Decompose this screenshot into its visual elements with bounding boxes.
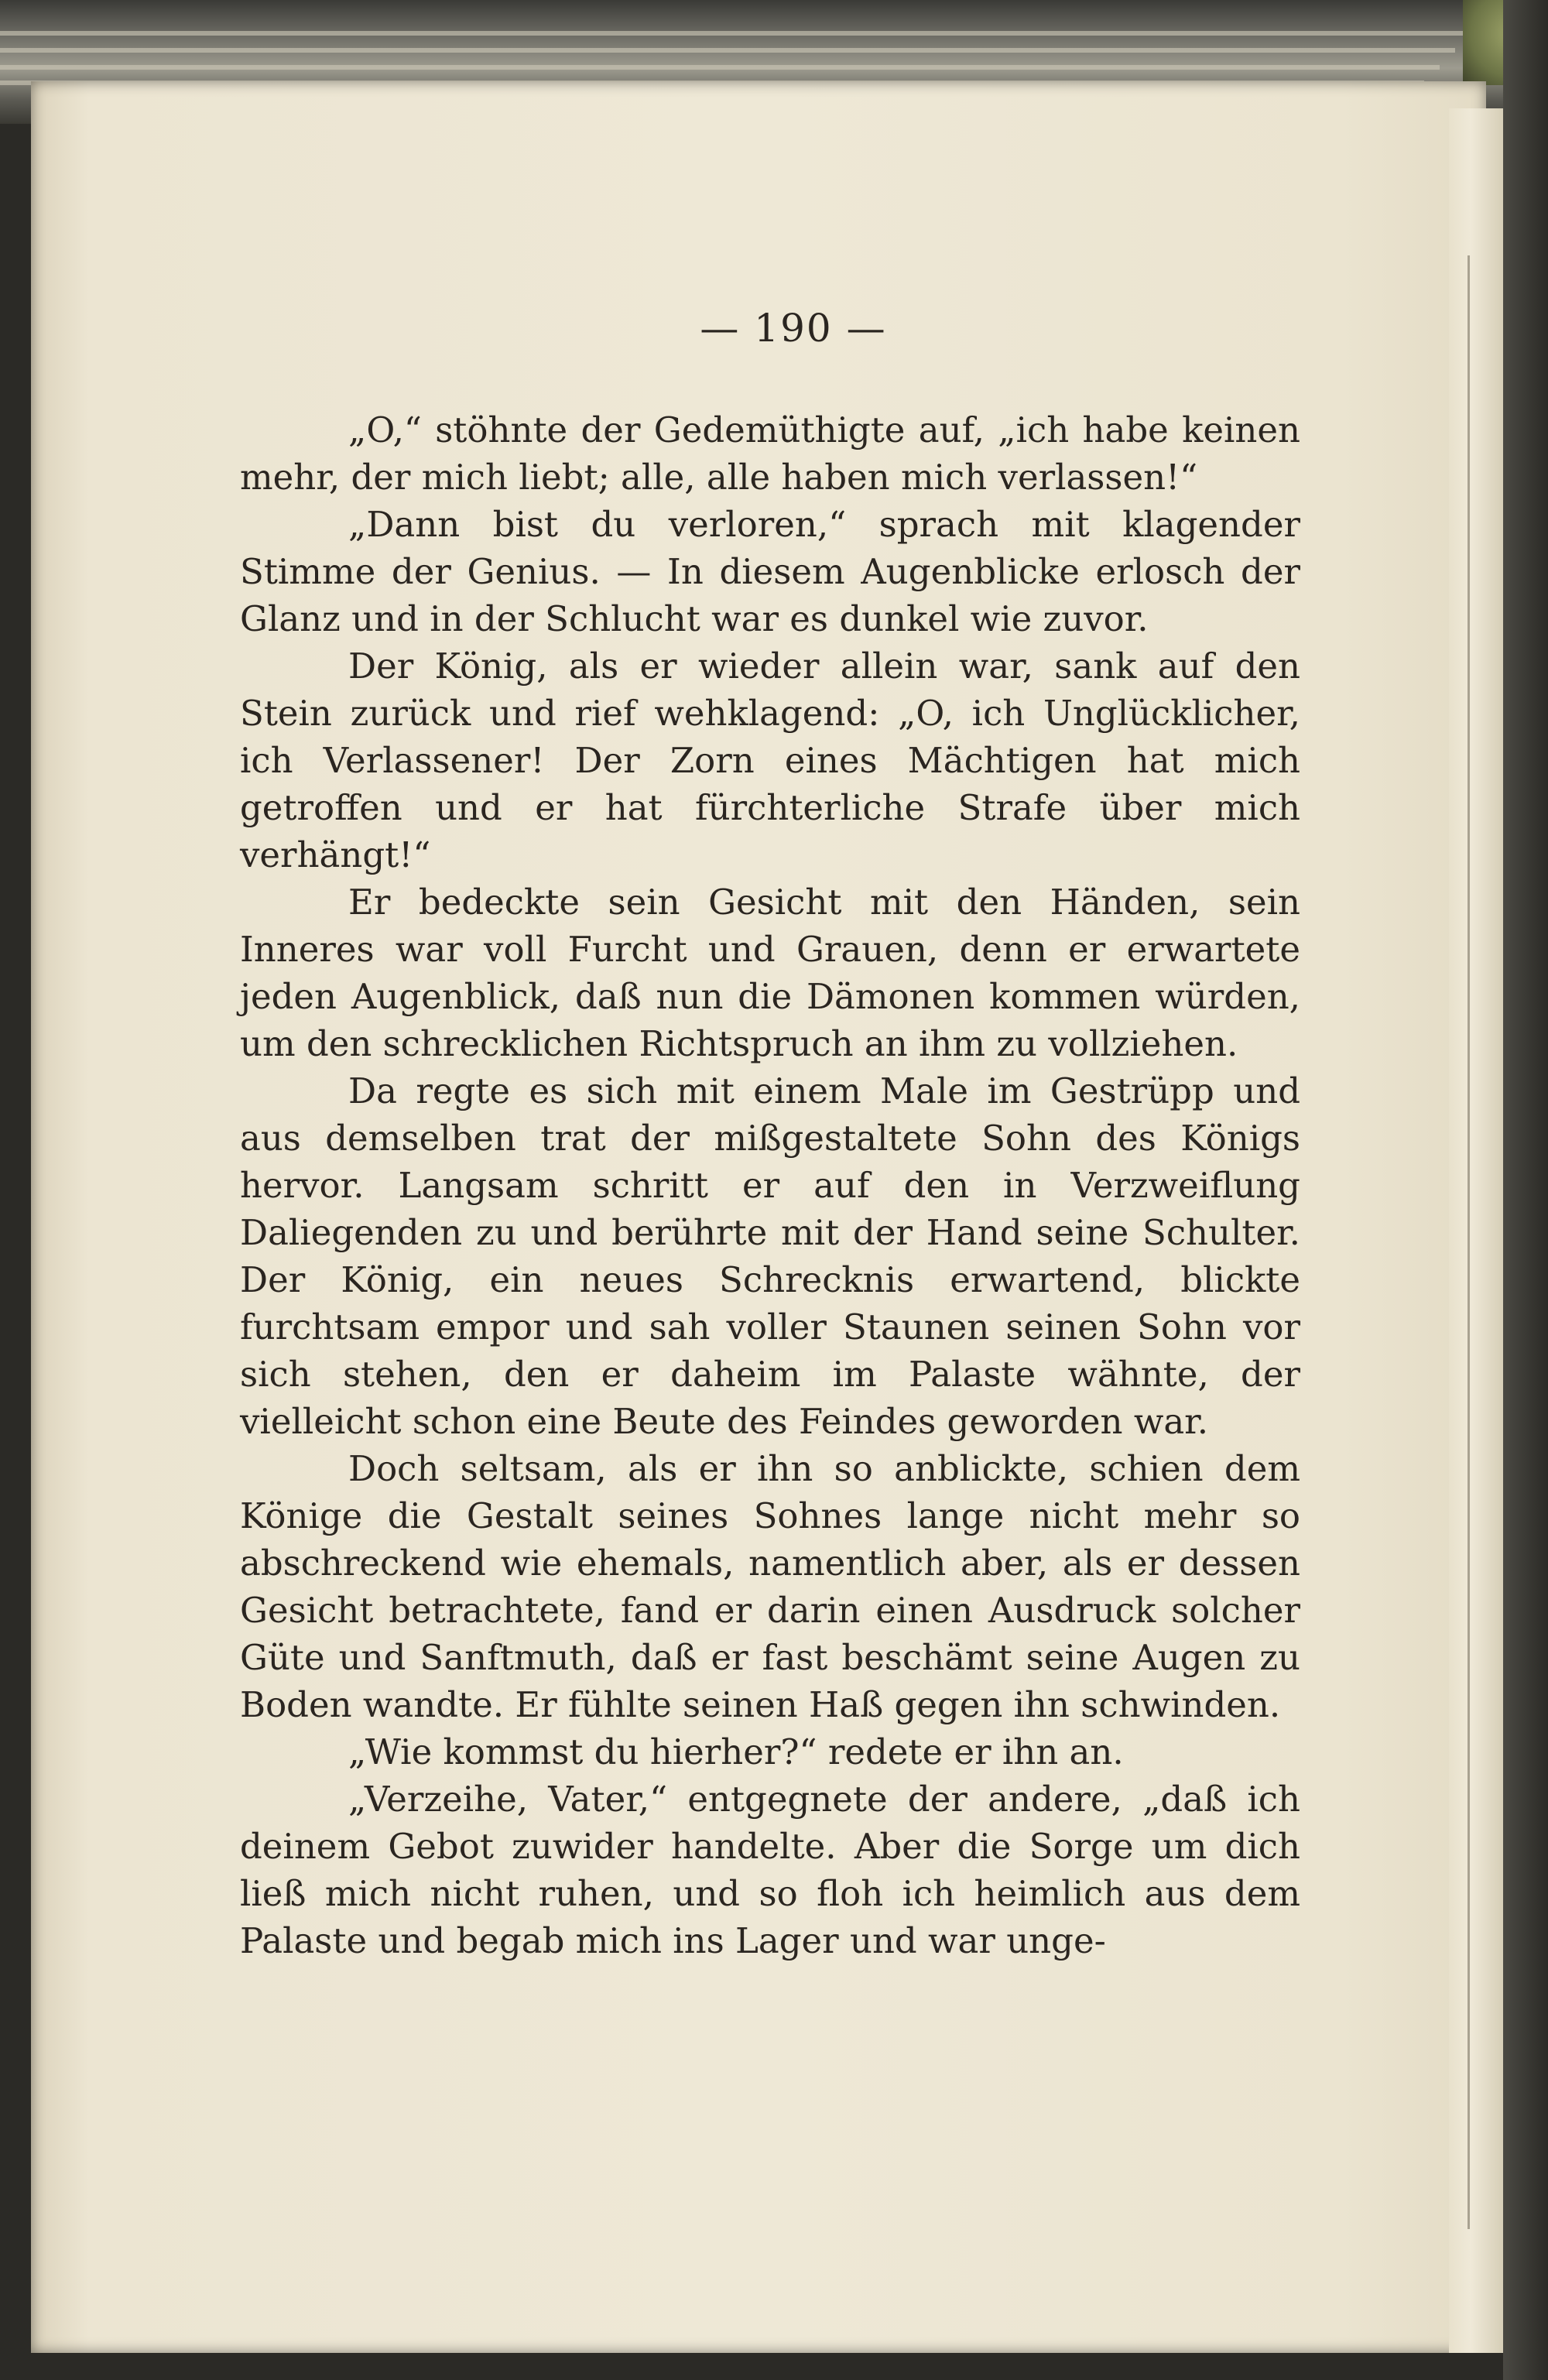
page-edge-line: [0, 48, 1455, 53]
paragraph: Da regte es sich mit einem Male im Gestrüpp und aus demselben trat der mißgestaltete Sohn des Königs hervor. Langsam schritt er auf den in Verzweiflung Daliegenden zu und berührte mit der Hand seine Schulter. Der König, ein neues Schrecknis erwartend, blickte furchtsam empor und sah voller Staunen seinen Sohn vor sich stehen, den er daheim im Palaste wähnte, der vielleicht schon eine Beute des Feindes geworden war.: [240, 1070, 1300, 1442]
right-edge-shadow: [1503, 0, 1548, 2380]
gutter-line: [1468, 255, 1470, 2229]
paragraph: „Dann bist du verloren,“ sprach mit klagender Stimme der Genius. — In diesem Augenblicke erlosch der Glanz und in der Schlucht war es dunkel wie zuvor.: [240, 504, 1300, 639]
page-gutter: [1449, 108, 1503, 2353]
paragraph: Doch seltsam, als er ihn so anblickte, schien dem Könige die Gestalt seines Sohnes lange nicht mehr so abschreckend wie ehemals, namentlich aber, als er dessen Gesicht betrachtete, fand er darin einen Ausdruck solcher Güte und Sanftmuth, daß er fast beschämt seine Augen zu Boden wandte. Er fühlte seinen Haß gegen ihn schwinden.: [240, 1448, 1300, 1725]
page-edge-line: [0, 65, 1440, 70]
page-edge-line: [0, 31, 1471, 36]
paragraph: „Verzeihe, Vater,“ entgegnete der andere, „daß ich deinem Gebot zuwider handelte. Aber die Sorge um dich ließ mich nicht ruhen, und so floh ich heimlich aus dem Palaste und begab mich ins Lager und war unge-: [240, 1779, 1300, 1961]
paragraph: Der König, als er wieder allein war, sank auf den Stein zurück und rief wehklagend: „O, ich Unglücklicher, ich Verlassener! Der Zorn eines Mächtigen hat mich getroffen und er hat fürchterliche Strafe über mich verhängt!“: [240, 646, 1300, 875]
paragraph: „O,“ stöhnte der Gedemüthigte auf, „ich habe keinen mehr, der mich liebt; alle, alle haben mich verlassen!“: [240, 409, 1300, 498]
body-text: [240, 406, 1300, 1964]
page-number: — 190 —: [700, 306, 887, 351]
paragraph: Er bedeckte sein Gesicht mit den Händen, sein Inneres war voll Furcht und Grauen, denn er erwartete jeden Augenblick, daß nun die Dämonen kommen würden, um den schrecklichen Richtspruch an ihm zu vollziehen.: [240, 882, 1300, 1064]
paragraph: „Wie kommst du hierher?“ redete er ihn an.: [348, 1731, 1124, 1772]
